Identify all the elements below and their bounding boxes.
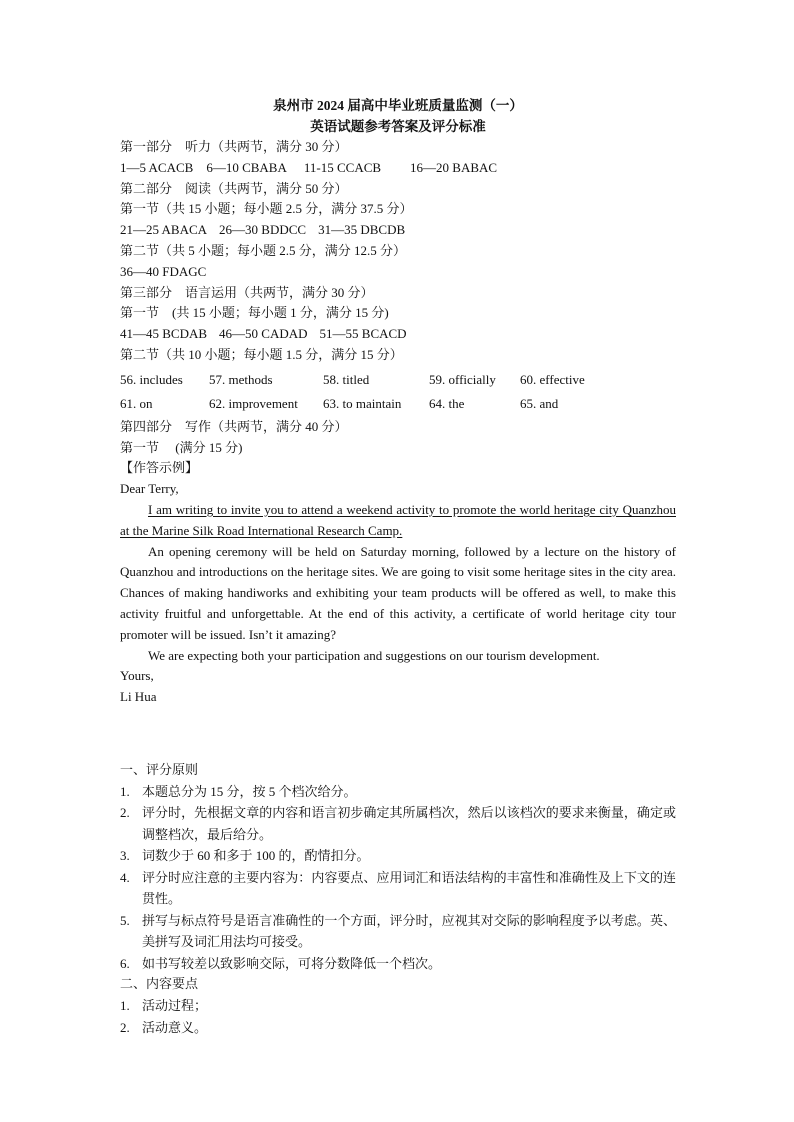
scoring-rule bbox=[120, 845, 676, 867]
part3-section2-heading: 第二节（共 10 小题；每小题 1.5 分，满分 15 分） bbox=[120, 346, 403, 362]
part2-section1-answers bbox=[120, 220, 676, 241]
part2-section1-heading: 第一节（共 15 小题；每小题 2.5 分，满分 37.5 分） bbox=[120, 201, 413, 217]
rule-text: 拼写与标点符号是语言准确性的一个方面，评分时，应视其对交际的影响程度予以考虑。英、美拼写及词汇用法均可接受。 bbox=[142, 912, 676, 950]
rule-number: 3. bbox=[120, 848, 130, 864]
cloze-answer: 57. methods bbox=[209, 372, 273, 388]
point-text: 活动过程； bbox=[142, 998, 208, 1014]
scoring-rule bbox=[120, 867, 676, 910]
cloze-answer: 64. the bbox=[429, 396, 465, 412]
cloze-answers-row bbox=[120, 369, 676, 393]
rule-text: 本题总分为 15 分，按 5 个档次给分。 bbox=[142, 783, 357, 799]
rule-number: 1. bbox=[120, 783, 130, 799]
answer-group: 41—45 BCDAB bbox=[120, 326, 208, 342]
part3-section1-answers bbox=[120, 324, 676, 345]
cloze-answers-row bbox=[120, 393, 676, 417]
answer-group: 16—20 BABAC bbox=[410, 159, 498, 175]
letter-paragraph-2: An opening ceremony will be held on Saturday morning, followed by a lecture on the history of Quanzhou and introductions on the heritage sites. We are going to visit some heritage sites in the city area. Chances of making handiworks and exhibiting your team products will be offered as well, to make this activity fruitful and unforgettable. At the end of this activity, a certificate of world heritage city tour promoter will be issued. Isn’t it amazing? bbox=[120, 543, 676, 642]
document-title-line2: 英语试题参考答案及评分标准 bbox=[310, 118, 486, 134]
answer-group: 6—10 CBABA bbox=[206, 159, 287, 175]
rule-number: 4. bbox=[120, 869, 130, 885]
answer-group: 51—55 BCACD bbox=[319, 326, 407, 342]
content-point bbox=[120, 995, 676, 1017]
part2-section2-answers bbox=[120, 262, 676, 283]
answer-group: 26—30 BDDCC bbox=[219, 222, 307, 238]
cloze-answer: 65. and bbox=[520, 396, 559, 412]
rule-text: 如书写较差以致影响交际，可将分数降低一个档次。 bbox=[142, 955, 442, 971]
rule-number: 2. bbox=[120, 805, 130, 821]
section-spacer bbox=[120, 708, 676, 760]
letter-closing: Yours, bbox=[120, 668, 154, 684]
letter-signature: Li Hua bbox=[120, 689, 157, 705]
scoring-rule bbox=[120, 910, 676, 953]
sample-label: 【作答示例】 bbox=[120, 460, 199, 476]
point-number: 1. bbox=[120, 998, 130, 1014]
part3-heading: 第三部分 语言运用（共两节，满分 30 分） bbox=[120, 284, 374, 300]
letter-paragraph-3: We are expecting both your participation and suggestions on our tourism development. bbox=[148, 647, 600, 663]
answer-group: 46—50 CADAD bbox=[219, 326, 308, 342]
cloze-answer: 58. titled bbox=[323, 372, 370, 388]
letter-salutation: Dear Terry, bbox=[120, 481, 179, 497]
part2-section2-heading: 第二节（共 5 小题；每小题 2.5 分，满分 12.5 分） bbox=[120, 242, 407, 258]
cloze-answer: 56. includes bbox=[120, 372, 183, 388]
part4-section1-heading: 第一节 (满分 15 分) bbox=[120, 439, 243, 455]
scoring-rule bbox=[120, 781, 676, 803]
sample-letter bbox=[120, 479, 676, 708]
cloze-answer: 61. on bbox=[120, 396, 153, 412]
rule-number: 5. bbox=[120, 912, 130, 928]
content-points-list bbox=[120, 995, 676, 1038]
scoring-rule bbox=[120, 953, 676, 975]
cloze-answer: 59. officially bbox=[429, 372, 496, 388]
point-text: 活动意义。 bbox=[142, 1019, 208, 1035]
rule-text: 词数少于 60 和多于 100 的，酌情扣分。 bbox=[142, 848, 370, 864]
part1-answers bbox=[120, 158, 676, 179]
rule-text: 评分时，先根据文章的内容和语言初步确定其所属档次，然后以该档次的要求来衡量，确定或调整档次，最后给分。 bbox=[142, 805, 676, 842]
part3-section1-heading: 第一节 (共 15 小题；每小题 1 分，满分 15 分) bbox=[120, 305, 389, 321]
answer-group: 36—40 FDAGC bbox=[120, 263, 207, 279]
letter-opening-sentence: I am writing to invite you to attend a weekend activity to promote the world heritage city Quanzhou at the Marine Silk Road International Research Camp. bbox=[120, 501, 676, 538]
rule-number: 6. bbox=[120, 955, 130, 971]
rule-text: 评分时应注意的主要内容为：内容要点、应用词汇和语法结构的丰富性和准确性及上下文的连贯性。 bbox=[142, 869, 676, 907]
cloze-answer: 63. to maintain bbox=[323, 396, 402, 412]
scoring-rules-list bbox=[120, 781, 676, 975]
cloze-answer: 60. effective bbox=[520, 372, 585, 388]
part4-heading: 第四部分 写作（共两节，满分 40 分） bbox=[120, 418, 348, 434]
answer-group: 1—5 ACACB bbox=[120, 159, 194, 175]
point-number: 2. bbox=[120, 1019, 130, 1035]
answer-group: 31—35 DBCDB bbox=[318, 222, 406, 238]
content-point bbox=[120, 1017, 676, 1039]
answer-group: 21—25 ABACA bbox=[120, 222, 208, 238]
part2-heading: 第二部分 阅读（共两节，满分 50 分） bbox=[120, 180, 348, 196]
content-points-heading: 二、内容要点 bbox=[120, 976, 199, 992]
scoring-rule bbox=[120, 802, 676, 845]
answer-group: 11-15 CCACB bbox=[303, 159, 382, 175]
answer-key-document bbox=[120, 96, 676, 1038]
part1-heading: 第一部分 听力（共两节，满分 30 分） bbox=[120, 139, 348, 154]
scoring-principles-heading: 一、评分原则 bbox=[120, 761, 199, 777]
cloze-answer: 62. improvement bbox=[209, 396, 298, 412]
document-title-line1: 泉州市 2024 届高中毕业班质量监测（一） bbox=[273, 98, 523, 113]
letter-paragraph-1 bbox=[120, 500, 676, 542]
